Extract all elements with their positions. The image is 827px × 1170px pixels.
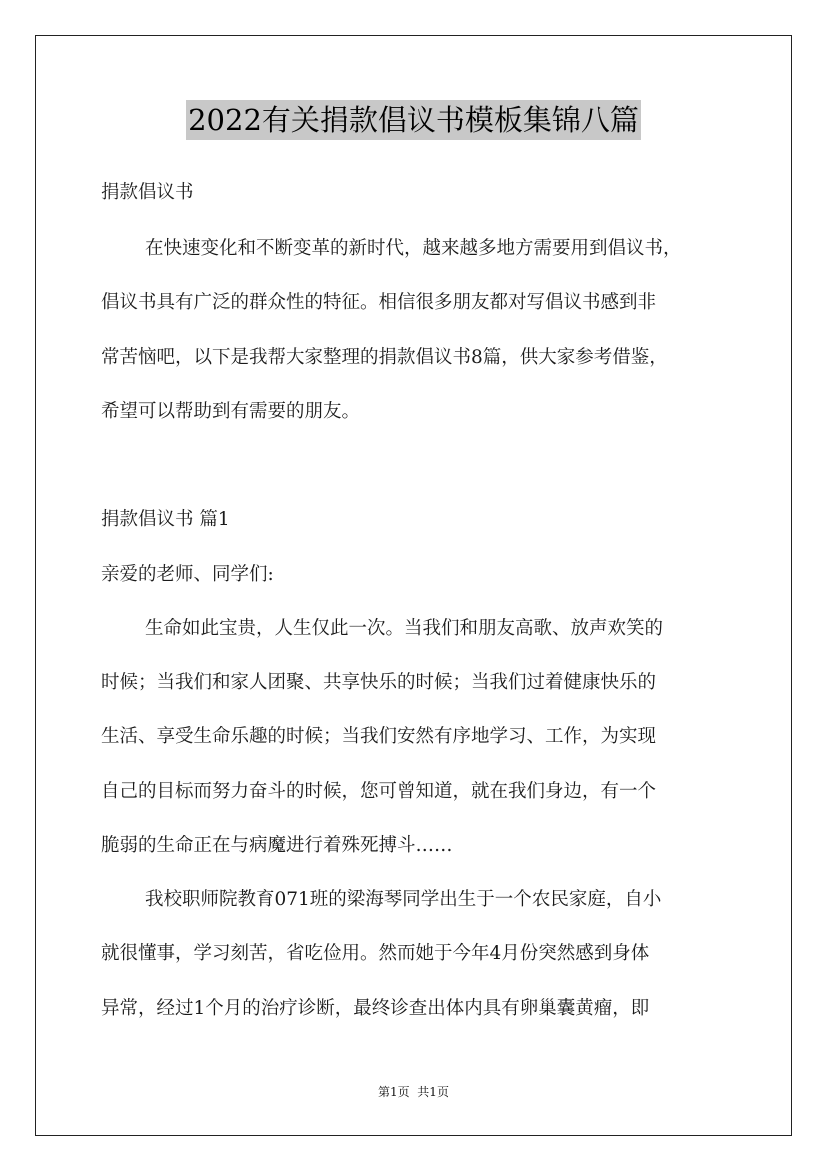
paragraph-line: 生命如此宝贵，人生仅此一次。当我们和朋友高歌、放声欢笑的 xyxy=(145,618,664,639)
paragraph-line: 常苦恼吧，以下是我帮大家整理的捐款倡议书8篇，供大家参考借鉴， xyxy=(101,347,668,368)
document-title: 2022有关捐款倡议书模板集锦八篇 xyxy=(186,100,641,140)
heading-line: 捐款倡议书 xyxy=(101,182,194,203)
page-footer: 第1页 共1页 xyxy=(378,1085,449,1099)
paragraph-line: 时候；当我们和家人团聚、共享快乐的时候；当我们过着健康快乐的 xyxy=(101,672,657,693)
paragraph-line: 生活、享受生命乐趣的时候；当我们安然有序地学习、工作，为实现 xyxy=(101,726,657,747)
salutation-line: 亲爱的老师、同学们: xyxy=(101,564,274,585)
paragraph-line: 就很懂事，学习刻苦，省吃俭用。然而她于今年4月份突然感到身体 xyxy=(101,943,650,964)
paragraph-line: 自己的目标而努力奋斗的时候，您可曾知道，就在我们身边，有一个 xyxy=(101,781,657,802)
title-container xyxy=(0,100,827,140)
paragraph-line: 在快速变化和不断变革的新时代，越来越多地方需要用到倡议书， xyxy=(145,238,682,259)
paragraph-line: 异常，经过1个月的治疗诊断，最终诊查出体内具有卵巢囊黄瘤，即 xyxy=(101,998,650,1019)
paragraph-line: 倡议书具有广泛的群众性的特征。相信很多朋友都对写倡议书感到非 xyxy=(101,292,657,313)
paragraph-line: 希望可以帮助到有需要的朋友。 xyxy=(101,401,361,422)
section-heading: 捐款倡议书 篇1 xyxy=(101,509,230,530)
paragraph-line: 我校职师院教育071班的梁海琴同学出生于一个农民家庭，自小 xyxy=(145,889,662,910)
paragraph-line: 脆弱的生命正在与病魔进行着殊死搏斗…… xyxy=(101,835,453,856)
